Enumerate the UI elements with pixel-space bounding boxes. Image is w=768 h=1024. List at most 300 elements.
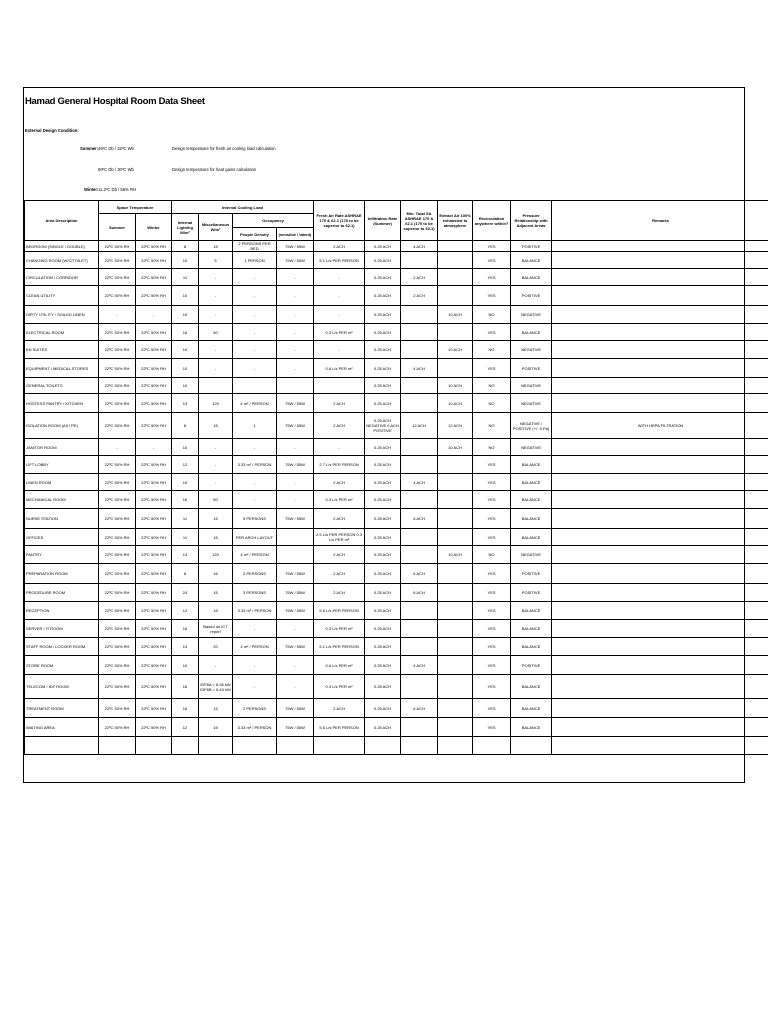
remarks-cell [552,341,768,359]
remarks-cell [552,602,768,620]
lighting-cell: 10 [172,656,199,675]
lighting-cell: 16 [172,699,199,718]
area-cell: NURSE STATION [25,509,99,529]
summer-design-note-1: Design temperature for fresh air cooling load calculation [172,146,276,151]
table-row [25,620,768,638]
winter-cell: 22ºC 50% RH [136,602,172,620]
remarks-cell [552,286,768,306]
remarks-cell [552,509,768,529]
pressure-cell: NEGATIVE [511,546,552,564]
infiltration-cell: 0.25 ACH [365,474,401,491]
misc-cell: 15 [199,584,233,602]
people-density-cell: - [233,306,277,324]
sensible-latent-cell: 75W / 55W [277,602,314,620]
sensible-latent-cell: - [277,286,314,306]
pressure-cell: BALANCE [511,699,552,718]
min-total-sa-cell [401,546,438,564]
header-people-density: People Density [233,228,277,241]
area-cell: EN SUITES [25,341,99,359]
winter-cell: 22ºC 50% RH [136,656,172,675]
sensible-latent-cell: 75W / 55W [277,509,314,529]
table-row [25,602,768,620]
summer-design-value-1: 46ºC Db / 32ºC Wb [98,146,134,151]
min-total-sa-cell: 4 ACH [401,241,438,252]
empty-cell [438,737,473,755]
area-cell: PREPARATION ROOM [25,564,99,584]
header-lighting: Internal Lighting W/m² [172,214,199,241]
misc-cell: 15 [199,718,233,737]
sensible-latent-cell: - [277,359,314,378]
extract-air-cell: 10 ACH [438,546,473,564]
table-row [25,413,768,439]
table-row-empty [25,737,768,755]
area-cell: BEDROOM (SINGLE / DOUBLE) [25,241,99,252]
infiltration-cell: 0.25 ACH [365,638,401,656]
winter-design-value: 11.2ºC Db / 56% RH [98,187,136,192]
lighting-cell: 10 [172,474,199,491]
table-row [25,474,768,491]
remarks-cell [552,252,768,269]
pressure-cell: NEGATIVE [511,378,552,394]
recirculation-cell: YES [473,602,511,620]
infiltration-cell: 0.25 ACH [365,252,401,269]
min-total-sa-cell: 4 ACH [401,359,438,378]
area-cell: ELECTRICAL ROOM [25,324,99,341]
lighting-cell: 13 [172,546,199,564]
empty-cell [314,737,365,755]
summer-cell: 22ºC 50% RH [99,474,136,491]
extract-air-cell [438,675,473,699]
misc-cell: 15 [199,241,233,252]
fresh-air-cell: 2.5 L/s PER PERSON 0.3 L/s PER m² [314,529,365,546]
sensible-latent-cell: 75W / 55W [277,241,314,252]
summer-cell: 22ºC 50% RH [99,241,136,252]
extract-air-cell [438,241,473,252]
infiltration-cell: 0.25 ACH [365,341,401,359]
infiltration-cell: 0.25 ACH [365,359,401,378]
infiltration-cell: 0.25 ACH [365,699,401,718]
area-cell: DIRTY UTILITY / SOILED LINEN [25,306,99,324]
summer-design-value-2: 50ºC Db / 30ºC Wb [98,167,134,172]
remarks-cell [552,269,768,286]
lighting-cell: 16 [172,620,199,638]
summer-cell: 22ºC 50% RH [99,324,136,341]
fresh-air-cell: 5.1 L/s PER PERSON [314,252,365,269]
pressure-cell: BALANCE [511,529,552,546]
winter-cell: 22ºC 50% RH [136,638,172,656]
min-total-sa-cell [401,456,438,474]
fresh-air-cell: 0.3 L/s PER m² [314,324,365,341]
misc-cell: 120 [199,546,233,564]
table-row [25,324,768,341]
infiltration-cell: 0.25 ACH [365,306,401,324]
lighting-cell: 16 [172,675,199,699]
fresh-air-cell: 0.6 L/s PER m² [314,656,365,675]
area-cell: LINEN ROOM [25,474,99,491]
extract-air-cell: 10 ACH [438,394,473,413]
extract-air-cell [438,509,473,529]
fresh-air-cell: - [314,306,365,324]
area-cell: PANTRY [25,546,99,564]
recirculation-cell: YES [473,718,511,737]
lighting-cell: 11 [172,509,199,529]
extract-air-cell: 10 ACH [438,439,473,456]
remarks-cell [552,656,768,675]
extract-air-cell [438,564,473,584]
table-row [25,456,768,474]
misc-cell: 15 [199,529,233,546]
recirculation-cell: NO [473,413,511,439]
area-cell: RECEPTION [25,602,99,620]
table-row [25,718,768,737]
recirculation-cell: YES [473,564,511,584]
winter-cell: 22ºC 50% RH [136,252,172,269]
remarks-cell [552,699,768,718]
fresh-air-cell: 0.3 L/s PER m² [314,620,365,638]
remarks-cell [552,306,768,324]
people-density-cell: - [233,359,277,378]
empty-cell [552,737,768,755]
recirculation-cell: YES [473,474,511,491]
people-density-cell: 3.33 m² / PERSON [233,456,277,474]
summer-cell: 22ºC 50% RH [99,509,136,529]
summer-cell: 22ºC 50% RH [99,341,136,359]
remarks-cell [552,675,768,699]
pressure-cell: BALANCE [511,474,552,491]
misc-cell: 15 [199,699,233,718]
pressure-cell: POSITIVE [511,584,552,602]
summer-cell: 22ºC 50% RH [99,564,136,584]
table-row [25,241,768,252]
remarks-cell [552,564,768,584]
area-cell: PROCEDURE ROOM [25,584,99,602]
recirculation-cell: YES [473,656,511,675]
summer-cell: 22ºC 50% RH [99,699,136,718]
misc-cell: 15 [199,602,233,620]
header-fresh-air: Fresh Air Rate ASHRAE 170 & 62.1 (170 to be superior to 62.1) [314,201,365,241]
lighting-cell: 10 [172,378,199,394]
winter-cell: 22ºC 50% RH [136,456,172,474]
winter-cell: 22ºC 50% RH [136,529,172,546]
conditions-heading: External Design Condition: [25,128,79,133]
fresh-air-cell [314,378,365,394]
people-density-cell: 4 m² / PERSON [233,394,277,413]
pressure-cell: POSITIVE [511,241,552,252]
header-extract-air: Extract Air 100% exhausted to atmosphere [438,201,473,241]
summer-cell: 22ºC 50% RH [99,546,136,564]
extract-air-cell [438,602,473,620]
infiltration-cell: 0.25 ACH [365,602,401,620]
summer-cell: - [99,439,136,456]
pressure-cell: BALANCE [511,491,552,509]
min-total-sa-cell [401,675,438,699]
summer-cell: 22ºC 50% RH [99,718,136,737]
winter-cell: 22ºC 50% RH [136,474,172,491]
recirculation-cell: NO [473,394,511,413]
winter-cell: 22ºC 50% RH [136,341,172,359]
infiltration-cell: 0.25 ACH [365,564,401,584]
fresh-air-cell: 0.3 L/s PER m² [314,675,365,699]
extract-air-cell [438,252,473,269]
sensible-latent-cell: - [277,675,314,699]
min-total-sa-cell: 6 ACH [401,564,438,584]
fresh-air-cell: 0.6 L/s PER m² [314,359,365,378]
summer-cell: 22ºC 50% RH [99,286,136,306]
extract-air-cell [438,491,473,509]
area-cell: SERVER / IT ROOM [25,620,99,638]
people-density-cell: - [233,269,277,286]
area-cell: CHANGING ROOM (W/C/TOILET) [25,252,99,269]
recirculation-cell: YES [473,675,511,699]
extract-air-cell [438,529,473,546]
misc-cell: - [199,439,233,456]
header-sensible-latent: (sensible / latent) [277,228,314,241]
people-density-cell: - [233,491,277,509]
lighting-cell: 24 [172,584,199,602]
sensible-latent-cell: 75W / 55W [277,394,314,413]
page-title: Hamad General Hospital Room Data Sheet [25,96,205,107]
header-remarks: Remarks [552,201,768,241]
lighting-cell: 10 [172,439,199,456]
winter-cell: 22ºC 50% RH [136,241,172,252]
summer-cell: 22ºC 50% RH [99,269,136,286]
remarks-cell [552,378,768,394]
area-cell: HOSTESS PANTRY / KITCHEN [25,394,99,413]
pressure-cell: BALANCE [511,509,552,529]
fresh-air-cell: 0.3 L/s PER m² [314,491,365,509]
winter-cell: 22ºC 50% RH [136,359,172,378]
sensible-latent-cell [277,529,314,546]
fresh-air-cell: - [314,286,365,306]
min-total-sa-cell [401,378,438,394]
summer-cell: 22ºC 50% RH [99,602,136,620]
summer-cell: 22ºC 50% RH [99,675,136,699]
sensible-latent-cell: 75W / 55W [277,252,314,269]
misc-cell [199,378,233,394]
table-body [25,241,768,755]
min-total-sa-cell [401,602,438,620]
empty-cell [136,737,172,755]
table-row [25,359,768,378]
misc-cell: 20 [199,638,233,656]
remarks-cell [552,456,768,474]
pressure-cell: NEGATIVE [511,341,552,359]
people-density-cell: PER ARCH LAYOUT [233,529,277,546]
min-total-sa-cell: 4 ACH [401,656,438,675]
area-cell: GENERAL TOILETS [25,378,99,394]
misc-cell: 16 [199,564,233,584]
sensible-latent-cell: 75W / 55W [277,413,314,439]
recirculation-cell: YES [473,509,511,529]
min-total-sa-cell [401,252,438,269]
recirculation-cell: YES [473,456,511,474]
recirculation-cell: NO [473,546,511,564]
infiltration-cell: 0.25 ACH NEGATIVE 0 ACH POSITIVE [365,413,401,439]
misc-cell: - [199,306,233,324]
area-cell: ISOLATION ROOM (AII / PE) [25,413,99,439]
min-total-sa-cell: 6 ACH [401,584,438,602]
fresh-air-cell: 2 ACH [314,584,365,602]
winter-cell: 22ºC 50% RH [136,269,172,286]
extract-air-cell [438,456,473,474]
infiltration-cell: 0.25 ACH [365,718,401,737]
extract-air-cell [438,286,473,306]
area-cell: JANITOR ROOM [25,439,99,456]
empty-cell [401,737,438,755]
min-total-sa-cell [401,638,438,656]
people-density-cell: - [233,474,277,491]
lighting-cell: 16 [172,491,199,509]
infiltration-cell: 0.25 ACH [365,656,401,675]
table-row [25,656,768,675]
area-cell: OFFICES [25,529,99,546]
fresh-air-cell: 2 ACH [314,509,365,529]
lighting-cell: 13 [172,394,199,413]
sensible-latent-cell: 75W / 55W [277,699,314,718]
header-area: Area Description [25,201,99,241]
table-row [25,286,768,306]
table-row [25,546,768,564]
summer-cell: - [99,306,136,324]
infiltration-cell: 0.25 ACH [365,529,401,546]
winter-cell: - [136,306,172,324]
pressure-cell: NEGATIVE [511,306,552,324]
table-row [25,252,768,269]
misc-cell: 50 [199,324,233,341]
min-total-sa-cell [401,718,438,737]
winter-cell: 22ºC 50% RH [136,620,172,638]
header-min-total-sa: Min. Total SA ASHRAE 170 & 62.1 (170 to be superior to 62.1) [401,201,438,241]
pressure-cell: BALANCE [511,324,552,341]
empty-cell [199,737,233,755]
people-density-cell: 1 PERSON [233,252,277,269]
fresh-air-cell: 2.7 L/s PER PERSON [314,456,365,474]
recirculation-cell: YES [473,286,511,306]
remarks-cell [552,620,768,638]
misc-cell: 120 [199,394,233,413]
table-row [25,699,768,718]
recirculation-cell: YES [473,252,511,269]
lighting-cell: 10 [172,306,199,324]
area-cell: TELECOM / IDF ROOM [25,675,99,699]
people-density-cell: - [233,656,277,675]
winter-cell: 22ºC 50% RH [136,546,172,564]
misc-cell: - [199,456,233,474]
extract-air-cell: 10 ACH [438,306,473,324]
recirculation-cell: YES [473,529,511,546]
sensible-latent-cell: 75W / 55W [277,638,314,656]
header-recirculation: Recirculation anywhere within? [473,201,511,241]
header-space-temp: Space Temperature [99,201,172,214]
infiltration-cell: 0.25 ACH [365,456,401,474]
summer-cell: 22ºC 50% RH [99,529,136,546]
min-total-sa-cell [401,324,438,341]
people-density-cell: 4 m² / PERSON [233,546,277,564]
people-density-cell: - [233,286,277,306]
recirculation-cell: YES [473,620,511,638]
remarks-cell: WITH HEPA FILTRATION [552,413,768,439]
recirculation-cell: YES [473,324,511,341]
summer-cell: 22ºC 50% RH [99,656,136,675]
fresh-air-cell: 2 ACH [314,474,365,491]
remarks-cell [552,584,768,602]
pressure-cell: BALANCE [511,638,552,656]
sensible-latent-cell: 75W / 55W [277,584,314,602]
min-total-sa-cell: 6 ACH [401,509,438,529]
winter-cell: 22ºC 50% RH [136,564,172,584]
infiltration-cell: 0.25 ACH [365,546,401,564]
infiltration-cell: 0.25 ACH [365,269,401,286]
table-row [25,584,768,602]
misc-cell: - [199,474,233,491]
people-density-cell: 2 PERSONS PER BED [233,241,277,252]
misc-cell: - [199,269,233,286]
header-misc: Miscellaneous W/m² [199,214,233,241]
misc-cell: IDF6A = 8.26 kW IDF6B = 6.43 kW [199,675,233,699]
table-row [25,306,768,324]
empty-cell [511,737,552,755]
summer-cell: 22ºC 50% RH [99,584,136,602]
room-data-table [24,200,768,755]
min-total-sa-cell: 6 ACH [401,699,438,718]
misc-cell: - [199,656,233,675]
area-cell: TREATMENT ROOM [25,699,99,718]
remarks-cell [552,718,768,737]
lighting-cell: 10 [172,286,199,306]
winter-cell: 22ºC 50% RH [136,394,172,413]
area-cell: STAFF ROOM / LOCKER ROOM [25,638,99,656]
min-total-sa-cell [401,394,438,413]
pressure-cell: BALANCE [511,269,552,286]
remarks-cell [552,546,768,564]
winter-cell: 22ºC 50% RH [136,491,172,509]
summer-cell: 22ºC 50% RH [99,359,136,378]
lighting-cell: 16 [172,324,199,341]
infiltration-cell: 0.25 ACH [365,620,401,638]
people-density-cell [233,378,277,394]
recirculation-cell: YES [473,638,511,656]
winter-cell: 22ºC 50% RH [136,509,172,529]
recirculation-cell: NO [473,439,511,456]
fresh-air-cell: 2 ACH [314,394,365,413]
infiltration-cell: 0.25 ACH [365,439,401,456]
recirculation-cell: YES [473,491,511,509]
people-density-cell: 3.33 m² / PERSON [233,718,277,737]
winter-cell: 22ºC 50% RH [136,378,172,394]
empty-cell [25,737,99,755]
infiltration-cell: 0.25 ACH [365,378,401,394]
sensible-latent-cell [277,546,314,564]
min-total-sa-cell [401,306,438,324]
extract-air-cell [438,699,473,718]
fresh-air-cell: 5.1 L/s PER PERSON [314,638,365,656]
table-row [25,564,768,584]
people-density-cell: - [233,675,277,699]
infiltration-cell: 0.25 ACH [365,509,401,529]
header-winter: Winter [136,214,172,241]
table-row [25,439,768,456]
table-row [25,675,768,699]
area-cell: CIRCULATION / CORRIDOR [25,269,99,286]
pressure-cell: BALANCE [511,718,552,737]
winter-cell: 22ºC 50% RH [136,718,172,737]
infiltration-cell: 0.25 ACH [365,675,401,699]
winter-cell: 22ºC 50% RH [136,413,172,439]
min-total-sa-cell [401,341,438,359]
people-density-cell: - [233,620,277,638]
min-total-sa-cell: 2 ACH [401,286,438,306]
summer-cell: 22ºC 50% RH [99,620,136,638]
